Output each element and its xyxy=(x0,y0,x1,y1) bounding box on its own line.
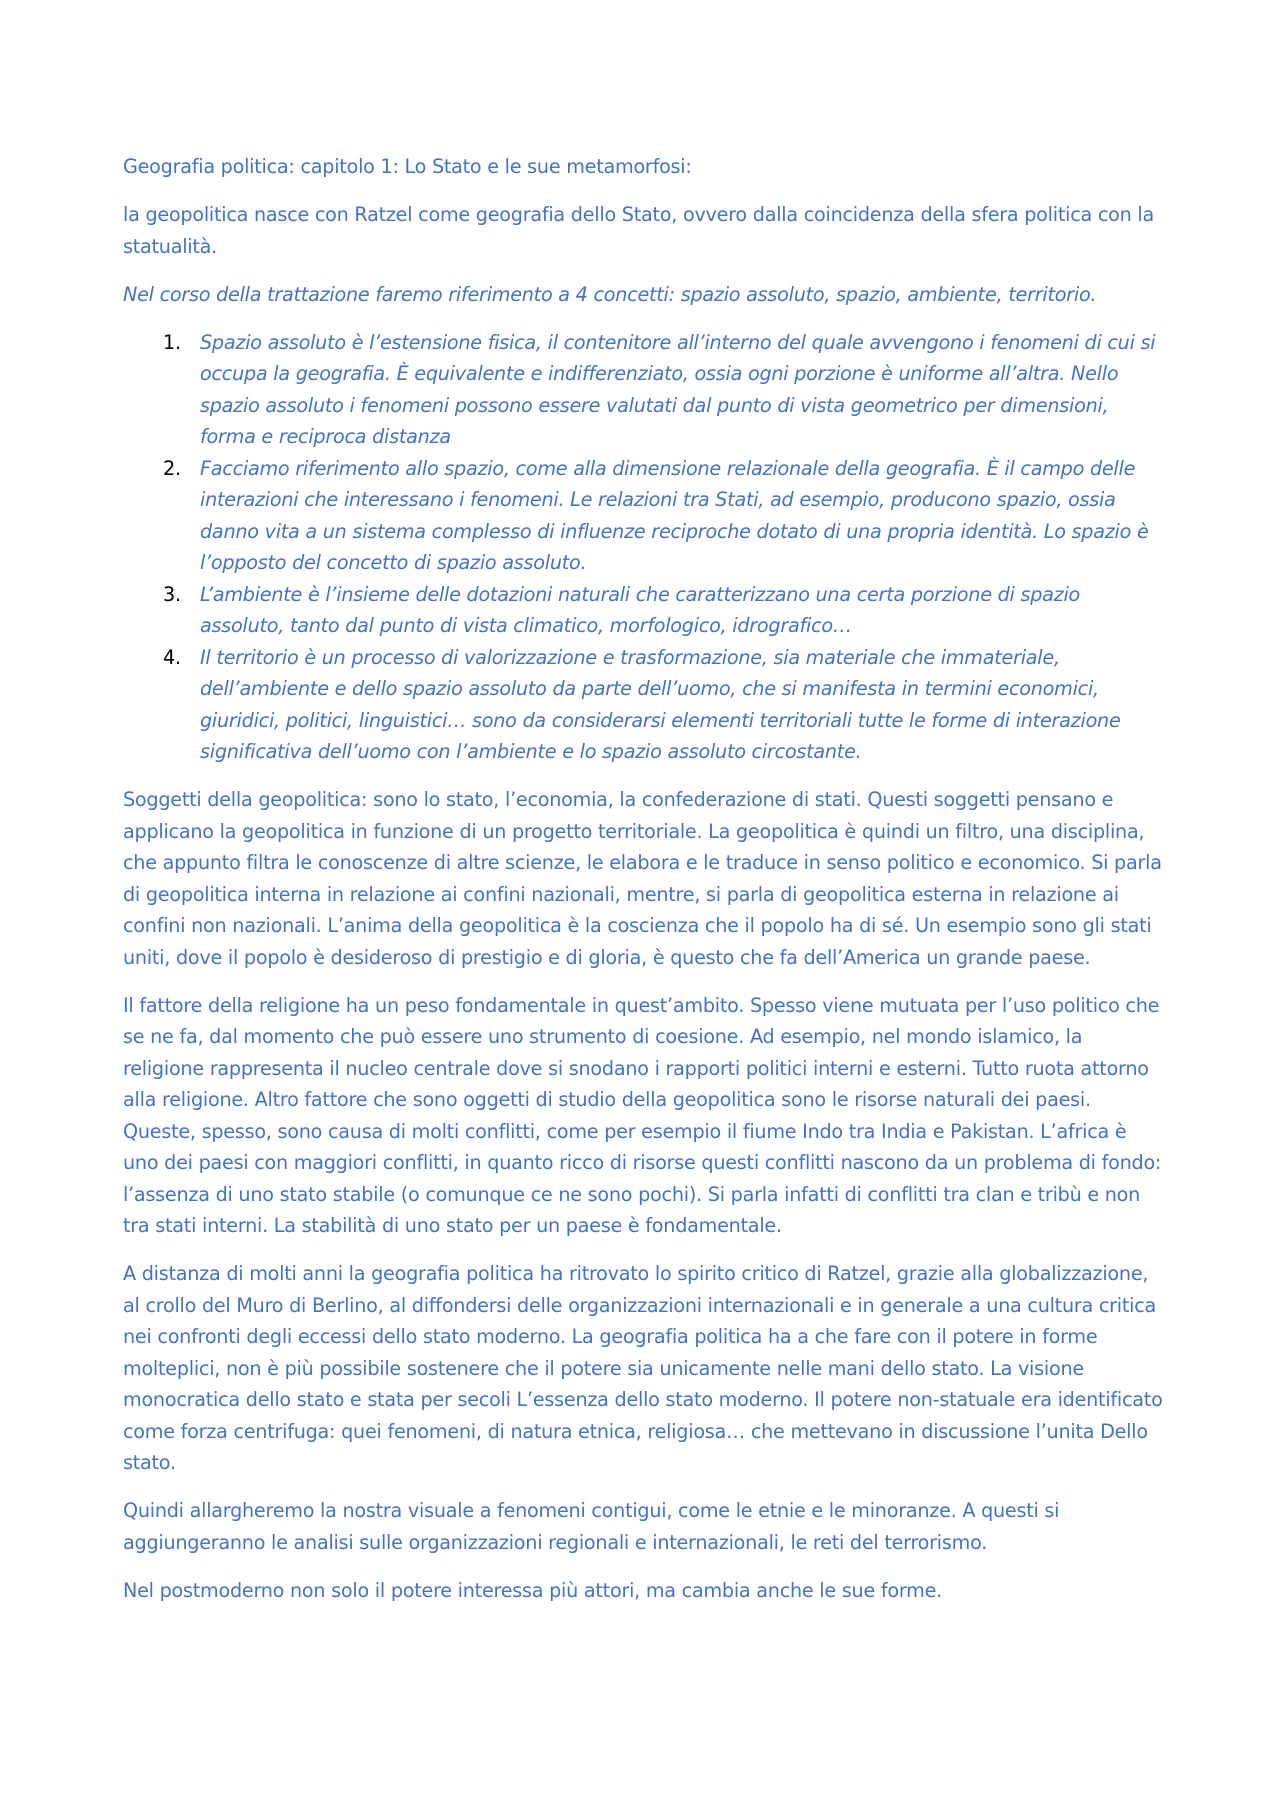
list-item xyxy=(123,327,1166,453)
body-paragraph-ratzel: A distanza di molti anni la geografia politica ha ritrovato lo spirito critico di Ratzel, grazie alla globalizzazione, al crollo del Muro di Berlino, al diffondersi delle organizzazioni internazionali e in generale a una cultura critica nei confronti degli eccessi dello stato moderno. La geografia politica ha a che fare con il potere in forme molteplici, non è più possibile sostenere che il potere sia unicamente nelle mani dello stato. La visione monocratica dello stato e stata per secoli L’essenza dello stato moderno. Il potere non-statuale era identificato come forza centrifuga: quei fenomeni, di natura etnica, religiosa… che mettevano in discussione l’unita Dello stato. xyxy=(123,1262,1163,1474)
list-item xyxy=(123,453,1166,579)
document-title: Geografia politica: capitolo 1: Lo Stato e le sue metamorfosi: xyxy=(123,155,692,178)
list-item-text: L’ambiente è l’insieme delle dotazioni naturali che caratterizzano una certa porzione di spazio assoluto, tanto dal punto di vista climatico, morfologico, idrografico… xyxy=(200,582,1081,637)
concepts-list xyxy=(123,327,1166,768)
list-item-number: 1. xyxy=(163,330,181,354)
body-paragraph-postmoderno: Nel postmoderno non solo il potere interessa più attori, ma cambia anche le sue forme. xyxy=(123,1578,942,1602)
list-item xyxy=(123,642,1166,768)
document-page xyxy=(123,151,1166,1623)
body-paragraph-visuale: Quindi allargheremo la nostra visuale a fenomeni contigui, come le etnie e le minoranze. A questi si aggiungeranno le analisi sulle organizzazioni regionali e internazionali, le reti del terrorismo. xyxy=(123,1499,1060,1554)
list-item-text: Spazio assoluto è l’estensione fisica, il contenitore all’interno del quale avvengono i fenomeni di cui si occupa la geografia. È equivalente e indifferenziato, ossia ogni porzione è uniforme all’altra. Nello spazio assoluto i fenomeni possono essere valutati dal punto di vista geometrico per dimensioni, forma e reciproca distanza xyxy=(200,330,1156,448)
list-item-text: Il territorio è un processo di valorizzazione e trasformazione, sia materiale che immateriale, dell’ambiente e dello spazio assoluto da parte dell’uomo, che si manifesta in termini economici, giuridici, politici, linguistici… sono da considerarsi elementi territoriali tutte le forme di interazione significativa dell’uomo con l’ambiente e lo spazio assoluto circostante. xyxy=(200,645,1121,763)
list-item-number: 2. xyxy=(163,456,181,480)
list-item xyxy=(123,579,1166,642)
body-paragraph-religione: Il fattore della religione ha un peso fondamentale in quest’ambito. Spesso viene mutuata per l’uso politico che se ne fa, dal momento che può essere uno strumento di coesione. Ad esempio, nel mondo islamico, la religione rappresenta il nucleo centrale dove si snodano i rapporti politici interni e esterni. Tutto ruota attorno alla religione. Altro fattore che sono oggetti di studio della geopolitica sono le risorse naturali dei paesi. Queste, spesso, sono causa di molti conflitti, come per esempio il fiume Indo tra India e Pakistan. L’africa è uno dei paesi con maggiori conflitti, in quanto ricco di risorse questi conflitti nascono da un problema di fondo: l’assenza di uno stato stabile (o comunque ce ne sono pochi). Si parla infatti di conflitti tra clan e tribù e non tra stati interni. La stabilità di uno stato per un paese è fondamentale. xyxy=(123,993,1162,1237)
concepts-intro: Nel corso della trattazione faremo riferimento a 4 concetti: spazio assoluto, spazio, ambiente, territorio. xyxy=(123,282,1097,306)
list-item-number: 4. xyxy=(163,645,181,669)
intro-paragraph: la geopolitica nasce con Ratzel come geografia dello Stato, ovvero dalla coincidenza della sfera politica con la statualità. xyxy=(123,203,1154,258)
list-item-text: Facciamo riferimento allo spazio, come alla dimensione relazionale della geografia. È il campo delle interazioni che interessano i fenomeni. Le relazioni tra Stati, ad esempio, producono spazio, ossia danno vita a un sistema complesso di influenze reciproche dotato di una propria identità. Lo spazio è l’opposto del concetto di spazio assoluto. xyxy=(200,456,1149,574)
list-item-number: 3. xyxy=(163,582,181,606)
body-paragraph-soggetti: Soggetti della geopolitica: sono lo stato, l’economia, la confederazione di stati. Questi soggetti pensano e applicano la geopolitica in funzione di un progetto territoriale. La geopolitica è quindi un filtro, una disciplina, che appunto filtra le conoscenze di altre scienze, le elabora e le traduce in senso politico e economico. Si parla di geopolitica interna in relazione ai confini nazionali, mentre, si parla di geopolitica esterna in relazione ai confini non nazionali. L’anima della geopolitica è la coscienza che il popolo ha di sé. Un esempio sono gli stati uniti, dove il popolo è desideroso di prestigio e di gloria, è questo che fa dell’America un grande paese. xyxy=(123,788,1162,969)
